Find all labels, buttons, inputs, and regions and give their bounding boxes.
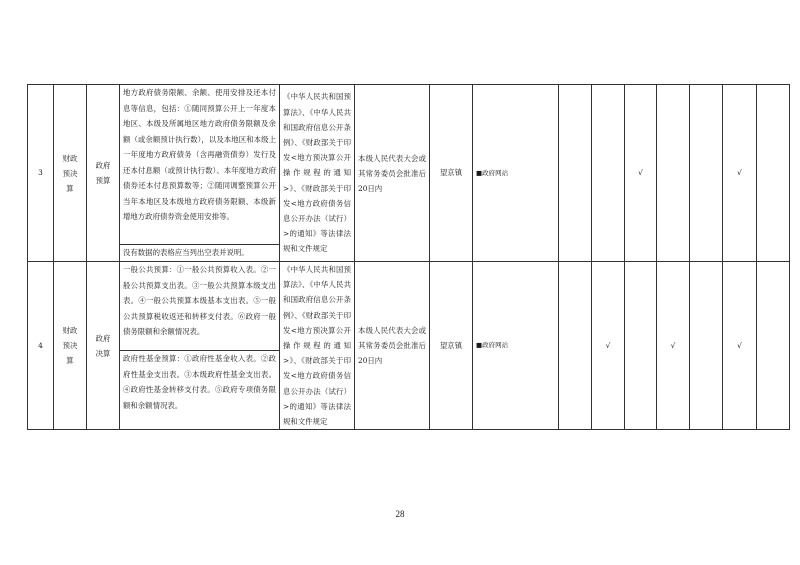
- check-cell: √: [592, 262, 625, 430]
- disclosure-table: [27, 84, 790, 430]
- sub-category-cell: 政府 决算: [87, 262, 120, 430]
- check-cell: √: [657, 262, 690, 430]
- channel-cell: ■政府网站: [473, 262, 559, 430]
- category-cell: 财政 预决 算: [54, 85, 87, 262]
- check-cell: [757, 262, 790, 430]
- disclosure-deadline-cell: 本级人民代表大会或其常务委员会批准后20日内: [355, 262, 430, 430]
- row-number: 4: [28, 262, 54, 430]
- department-cell: 望京镇: [430, 85, 473, 262]
- disclosure-content-cell: [120, 262, 280, 430]
- content-block: 政府性基金预算：①政府性基金收入表。②政府性基金支出表。③本级政府性基金支出表。④政府性基金转移支付表。⑤政府专项债务限额和余额情况表。: [120, 350, 279, 413]
- disclosure-deadline-cell: 本级人民代表大会或其常务委员会批准后20日内: [355, 85, 430, 262]
- category-cell: 财政 预决 算: [54, 262, 87, 430]
- check-cell: [657, 85, 690, 262]
- check-cell: [559, 262, 592, 430]
- table-row: [28, 85, 790, 262]
- page-number: 28: [395, 509, 405, 519]
- check-cell: [559, 85, 592, 262]
- check-cell: [690, 262, 723, 430]
- content-block: 一般公共预算：①一般公共预算收入表。②一般公共预算支出表。③一般公共预算本级支出表。④一般公共预算本级基本支出表。⑤一般公共预算税收返还和转移支付表。⑥政府一般债务限额和余额情况表。: [123, 265, 276, 336]
- department-cell: 望京镇: [430, 262, 473, 430]
- table-row: [28, 262, 790, 430]
- content-block: 地方政府债务限额、余额、使用安排及还本付息等信息，包括：①随同预算公开上一年度本地区、本级及所属地区地方政府债务限额及余额（或余额预计执行数），以及本地区和本级上一年度地方政府债务（含再融资债券）发行及还本付息额（或预计执行数）、本年度地方政府债券还本付息预算数等；②随同调整预算公开当年本地区及本级地方政府债务限额、本级新增地方政府债券资金使用安排等。: [123, 88, 276, 221]
- legal-basis-cell: 《中华人民共和国预算法》、《中华人民共和国政府信息公开条例》、《财政部关于印发<地方预决算公开操作规程的通知>》、《财政部关于印发<地方政府债务信息公开办法（试行）>的通知》等法律法规和文件规定: [280, 262, 355, 430]
- check-cell: [625, 262, 657, 430]
- check-cell: [592, 85, 625, 262]
- channel-cell: ■政府网站: [473, 85, 559, 262]
- row-number: 3: [28, 85, 54, 262]
- check-cell: √: [723, 85, 757, 262]
- check-cell: [690, 85, 723, 262]
- content-block: 没有数据的表格应当列出空表并说明。: [120, 244, 279, 261]
- sub-category-cell: 政府 预算: [87, 85, 120, 262]
- check-cell: √: [723, 262, 757, 430]
- check-cell: √: [625, 85, 657, 262]
- disclosure-content-cell: [120, 85, 280, 262]
- check-cell: [757, 85, 790, 262]
- legal-basis-cell: 《中华人民共和国预算法》、《中华人民共和国政府信息公开条例》、《财政部关于印发<地方预决算公开操作规程的通知>》、《财政部关于印发<地方政府债务信息公开办法（试行）>的通知》等法律法规和文件规定: [280, 85, 355, 262]
